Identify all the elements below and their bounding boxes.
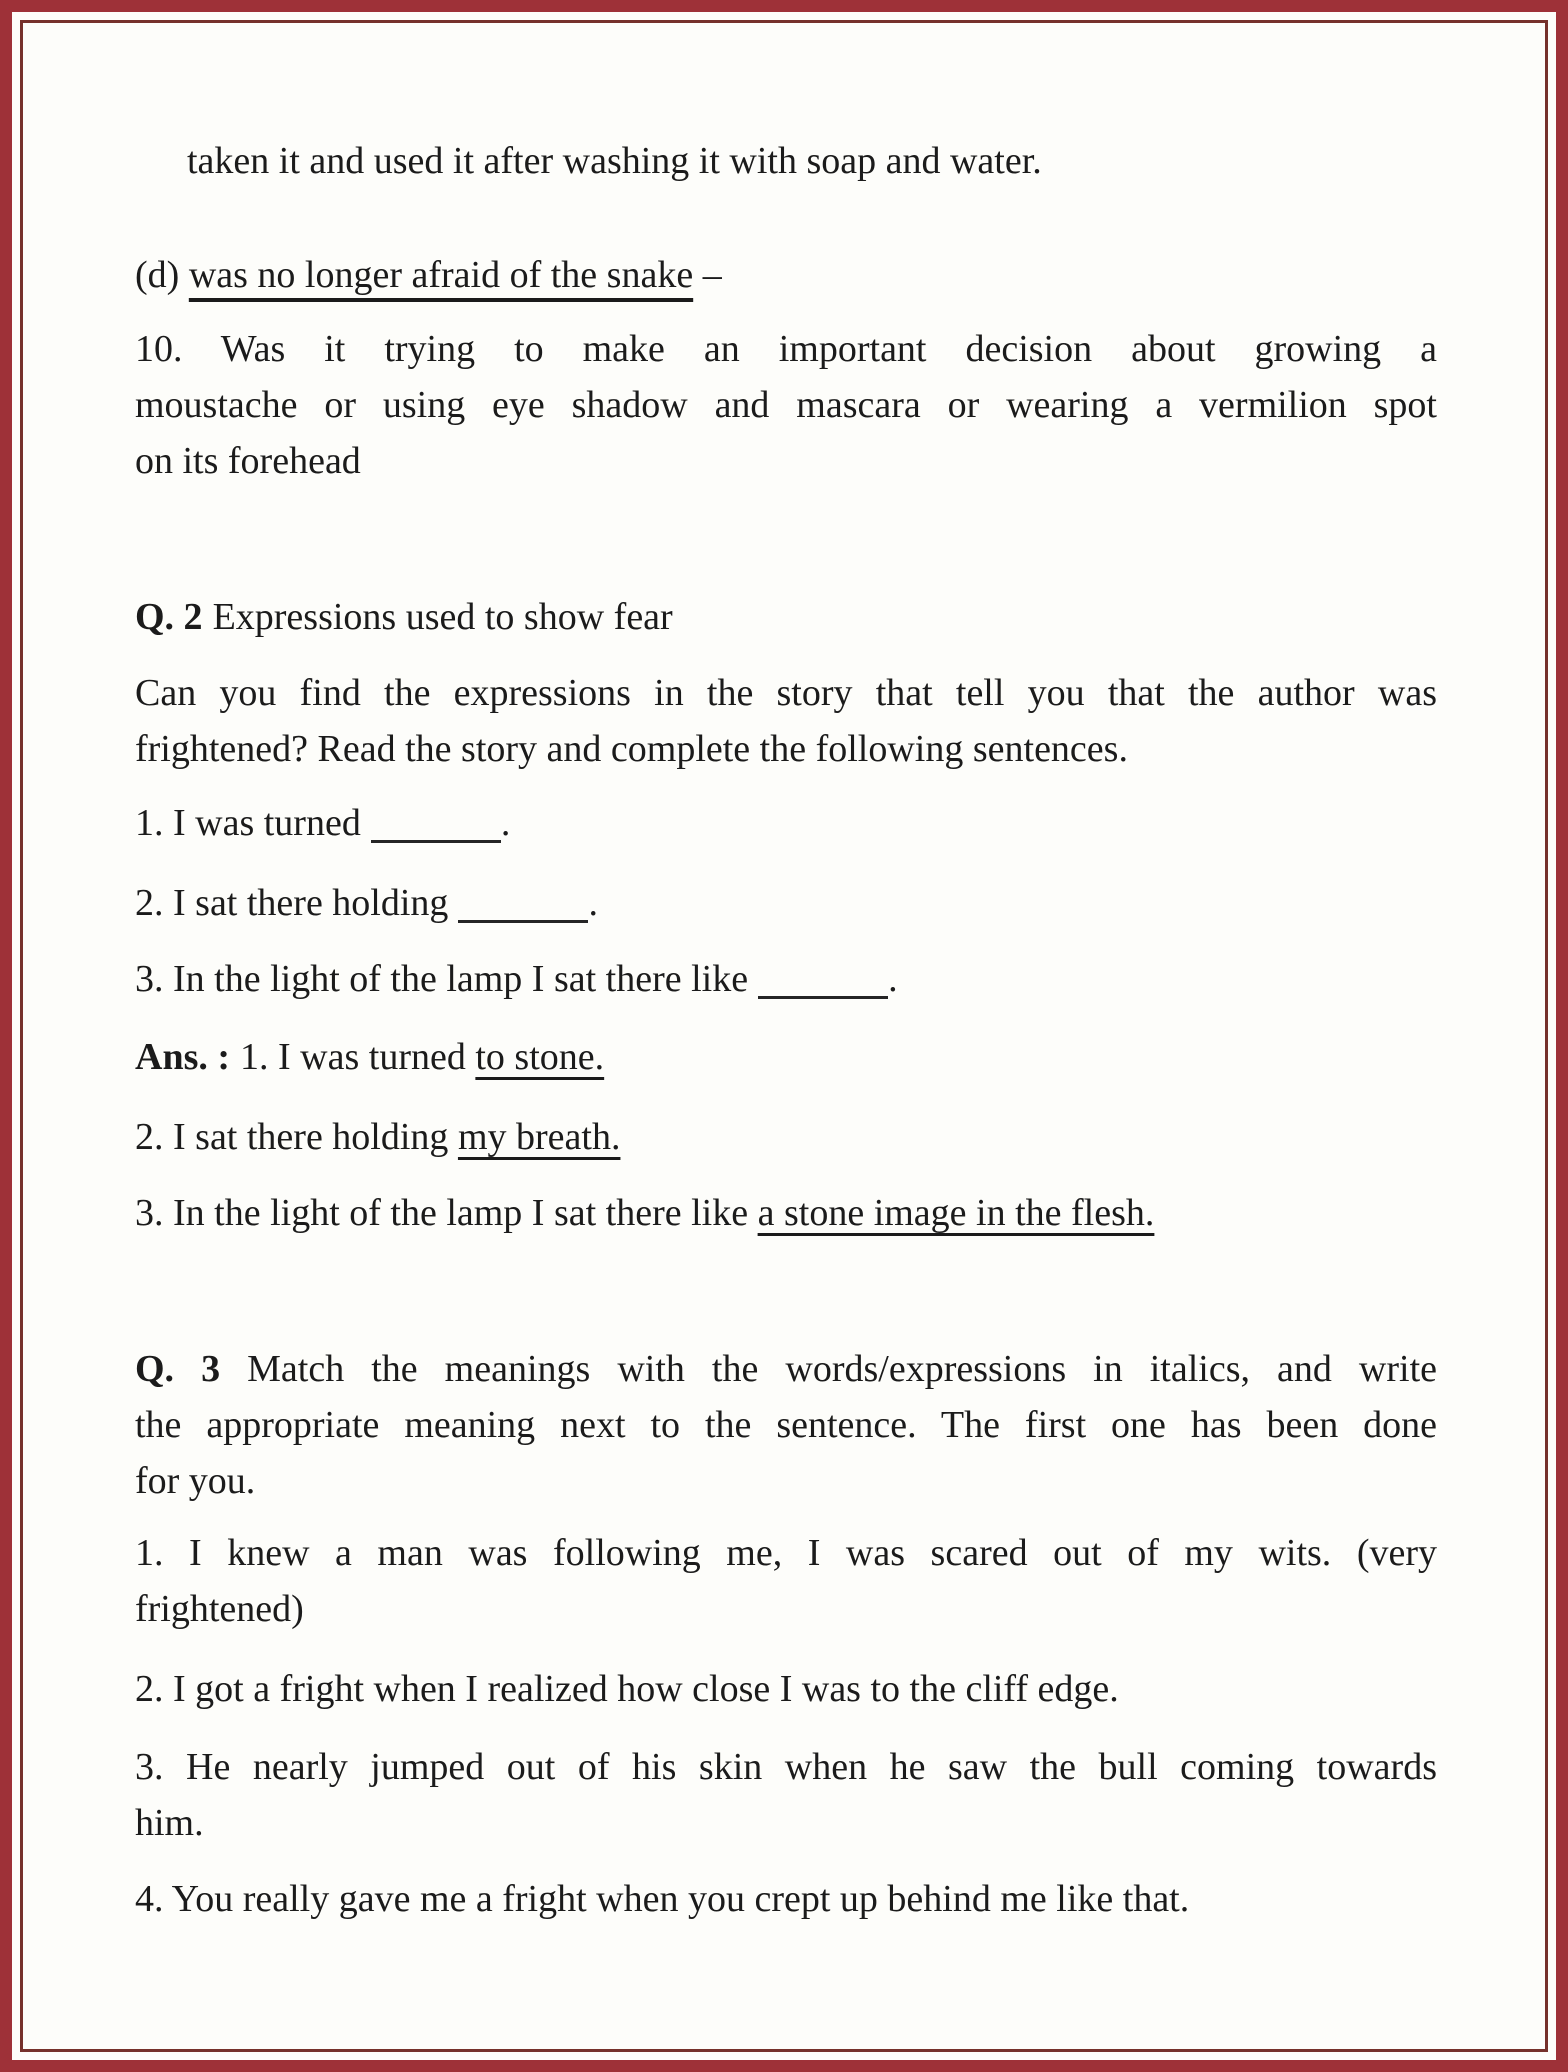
- q3-sentence-3: [135, 1739, 1437, 1851]
- q2-intro-line-2: frightened? Read the story and complete the following sentences.: [135, 728, 1128, 770]
- answer-d-underlined: was no longer afraid of the snake: [188, 254, 694, 296]
- q2-fill-question-2-text: 2. I sat there holding: [135, 882, 449, 924]
- paragraph-continuation: [187, 133, 1437, 189]
- q2-intro-line-1: Can you find the expressions in the story that tell you that the author was: [135, 672, 1437, 714]
- q2-answer-3-text: 3. In the light of the lamp I sat there like: [135, 1192, 758, 1234]
- answer-d-line: [135, 247, 1437, 303]
- q2-fill-question-3-text: 3. In the light of the lamp I sat there like: [135, 958, 749, 1000]
- q2-heading: [135, 589, 1437, 645]
- q3-sentence-3-line-2: him.: [135, 1802, 204, 1844]
- q2-label: Q. 2: [135, 596, 203, 638]
- question-10-line-3: on its forehead: [135, 440, 361, 482]
- answer-blank: [458, 916, 588, 923]
- page-body: [20, 20, 1548, 2052]
- answer-blank: [758, 992, 888, 999]
- q2-answer-1: [135, 1029, 1437, 1085]
- answer-d-dash: –: [693, 254, 722, 296]
- q3-sentence-3-line-1: 3. He nearly jumped out of his skin when he saw the bull coming towards: [135, 1746, 1437, 1788]
- q3-sentence-2: [135, 1661, 1437, 1717]
- page-border-gap: [12, 12, 1556, 2060]
- q2-answer-label: Ans. :: [135, 1036, 231, 1078]
- question-10-line-2: moustache or using eye shadow and mascara or wearing a vermilion spot: [135, 384, 1437, 426]
- q2-answer-1-underlined: to stone.: [475, 1036, 605, 1078]
- q3-sentence-4-text: 4. You really gave me a fright when you crept up behind me like that.: [135, 1878, 1190, 1920]
- q3-sentence-4: [135, 1871, 1437, 1927]
- q2-answer-2-text: 2. I sat there holding: [135, 1116, 458, 1158]
- continuation-text: taken it and used it after washing it with soap and water.: [187, 140, 1042, 182]
- q3-instruction-line-2: the appropriate meaning next to the sentence. The first one has been done: [135, 1404, 1437, 1446]
- question-10-line-1: 10. Was it trying to make an important decision about growing a: [135, 328, 1437, 370]
- answer-d-prefix: (d): [135, 254, 189, 296]
- q2-fill-question-3: [135, 951, 1437, 1007]
- q3-sentence-1-line-1: 1. I knew a man was following me, I was scared out of my wits. (very: [135, 1532, 1437, 1574]
- q3-sentence-2-text: 2. I got a fright when I realized how close I was to the cliff edge.: [135, 1668, 1119, 1710]
- answer-blank: [371, 836, 501, 843]
- q2-fill-question-1: [135, 795, 1437, 851]
- q2-title: Expressions used to show fear: [212, 596, 673, 638]
- q2-fill-question-3-period: .: [888, 958, 898, 1000]
- q3-instruction-paragraph: [135, 1341, 1437, 1509]
- q2-fill-question-2: [135, 875, 1437, 931]
- q2-answer-2-underlined: my breath.: [457, 1116, 621, 1158]
- q3-instruction-line-1-rest: Match the meanings with the words/expressions in italics, and write: [247, 1348, 1438, 1390]
- q3-label: Q. 3: [135, 1348, 221, 1390]
- q2-fill-question-1-text: 1. I was turned: [135, 802, 361, 844]
- q2-fill-question-1-period: .: [500, 802, 511, 844]
- q2-answer-3-underlined: a stone image in the flesh.: [757, 1192, 1155, 1234]
- q3-instruction-line-3: for you.: [135, 1460, 256, 1502]
- question-10-paragraph: [135, 321, 1437, 489]
- q3-instruction-line-1: [135, 1341, 1437, 1397]
- q2-fill-question-2-period: .: [588, 882, 598, 924]
- q3-sentence-1-line-2: frightened): [135, 1588, 304, 1630]
- q2-intro-paragraph: [135, 665, 1437, 777]
- q3-sentence-1: [135, 1525, 1437, 1637]
- q2-answer-3: [135, 1185, 1437, 1241]
- q2-answer-1-text: 1. I was turned: [240, 1036, 476, 1078]
- q2-answer-2: [135, 1109, 1437, 1165]
